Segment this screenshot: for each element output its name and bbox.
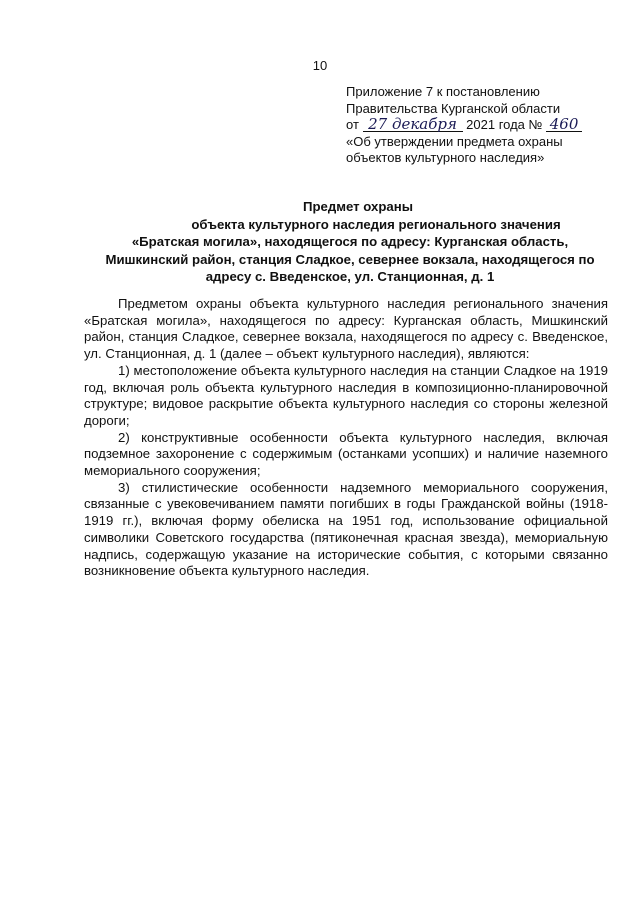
appendix-line-2: Правительства Курганской области [346,100,561,116]
date-prefix: от [346,117,359,132]
appendix-header [346,84,606,167]
page-number: 10 [312,58,328,73]
paragraph-item-2: 2) конструктивные особенности объекта культурного наследия, включая подземное захоронение с содержимым (останками усопших) и наличие наземного мемориального сооружения; [84,429,608,479]
handwritten-date: 27 декабря [363,118,463,132]
appendix-line-4: «Об утверждении предмета охраны [346,133,563,149]
paragraph-intro: Предметом охраны объекта культурного наследия регионального значения «Братская могила», находящегося по адресу: Курганская область, Мишкинский район, станция Сладкое, севернее вокзала, находящегося по адресу с. Введенское, ул. Станционная, д. 1 (далее – объект культурного наследия), являются: [84,296,608,362]
title-line-3: «Братская могила», находящегося по адресу: Курганская область, [131,234,569,250]
title-line-5: адресу с. Введенское, ул. Станционная, д. 1 [205,269,495,285]
title-line-4: Мишкинский район, станция Сладкое, севернее вокзала, находящегося по [105,251,595,267]
document-body [84,296,608,580]
handwritten-number: 460 [546,118,582,132]
appendix-line-5: объектов культурного наследия» [346,150,545,165]
title-line-2: объекта культурного наследия регионального значения [191,216,561,232]
document-title [84,198,616,286]
appendix-line-3 [346,117,606,134]
year-number-label: 2021 года № [466,117,543,132]
title-line-1: Предмет охраны [303,199,413,214]
paragraph-item-3: 3) стилистические особенности надземного мемориального сооружения, связанные с увековечиванием памяти погибших в годы Гражданской войны (1918-1919 гг.), включая форму обелиска на 1951 год, использование официальной символики Советского государства (пятиконечная красная звезда), мемориальную надпись, содержащую указание на исторические события, с которыми связанно возникновение объекта культурного наследия. [84,479,608,579]
appendix-line-1: Приложение 7 к постановлению [346,84,540,99]
paragraph-item-1: 1) местоположение объекта культурного наследия на станции Сладкое на 1919 год, включая роль объекта культурного наследия в композиционно-планировочной структуре; видовое раскрытие объекта культурного наследия со стороны железной дороги; [84,362,608,428]
